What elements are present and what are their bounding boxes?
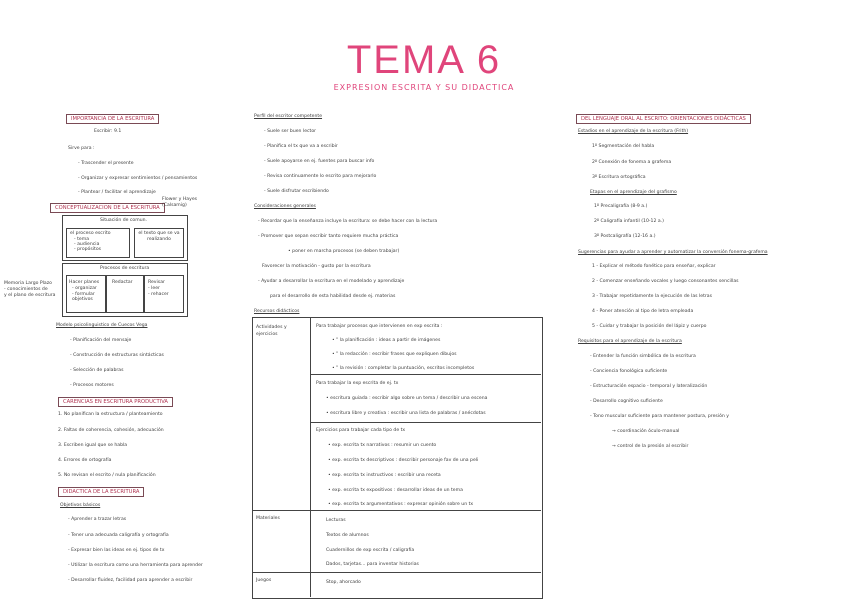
perfil-item: - Suele disfrutar escribiendo: [264, 189, 329, 194]
recursos-block-item: • escritura guiada : escribir algo sobre un tema / describir una escena: [326, 396, 488, 401]
perfil-item: - Suele apoyarse en ej. fuentes para buscar info: [264, 159, 375, 164]
materiales-item: Dados, tarjetas... para inventar historias: [326, 562, 419, 567]
requisitos-item: - Desarrollo cognitivo suficiente: [590, 399, 663, 404]
page-title: TEMA 6: [346, 38, 502, 82]
memoria-item: y el plano de escritura: [4, 293, 56, 298]
didactica-item: - Expresar bien las ideas en ej. tipos de tx: [68, 548, 165, 553]
table-divider: [253, 572, 541, 573]
modelo-item: - Procesos motores: [70, 383, 114, 388]
memoria-label: Memoria Largo Plazo: [4, 281, 52, 286]
consideraciones-item: para el desarrollo de esta habilidad desde ej. materias: [270, 294, 396, 299]
grafismo-item: 3º Postcaligrafía (12-16 a.): [594, 234, 656, 239]
concept-side-note: Flower y Hayes (Calsamig): [162, 197, 198, 208]
hacer-item: - organizar: [72, 286, 97, 291]
recursos-block-item: • " la revisión : completar la puntuación, escritos incompletos: [332, 366, 475, 371]
page-subtitle: EXPRESION ESCRITA Y SU DIDACTICA: [333, 83, 515, 92]
materiales-item: Textos de alumnos: [326, 533, 369, 538]
juegos-item: Stop, ahorcado: [326, 580, 361, 585]
sugerencias-item: 1 - Explicar el método fonético para enseñar, explicar: [592, 264, 716, 269]
sugerencias-item: 3 - Trabajar repetidamente la ejecución de las letras: [592, 294, 713, 299]
importancia-line: Escribir: 9.1: [94, 129, 122, 134]
table-divider: [253, 510, 541, 511]
didactica-item: - Aprender a trazar letras: [68, 517, 127, 522]
didactica-heading: DIDACTICA DE LA ESCRITURA: [58, 487, 144, 497]
etapas-item: 3º Escritura ortográfica: [592, 175, 646, 180]
didactica-item: - Utilizar la escritura como una herramienta para aprender: [68, 563, 203, 568]
lenguaje-heading: DEL LENGUAJE ORAL AL ESCRITO: ORIENTACIONES DIDÁCTICAS: [576, 114, 751, 124]
proceso-item: - propósitos: [74, 247, 102, 252]
grafismo-item: 1º Precaligrafía (8-9 a.): [594, 204, 648, 209]
modelo-heading: Modelo psicolinguistico de Cuecos Vega: [56, 323, 148, 328]
carencias-item: 4. Errores de ortografía: [58, 458, 112, 463]
sugerencias-item: 5 - Cuidar y trabajar la posición del lápiz y cuerpo: [592, 324, 707, 329]
modelo-item: - Construcción de estructuras sintácticas: [70, 353, 164, 358]
requisitos-item: → coordinación óculo-manual: [612, 429, 680, 434]
recursos-block-item: • exp. escrita tx argumentativos : expresar opinión sobre un tx: [328, 502, 474, 507]
perfil-heading: Perfil del escritor competente: [254, 114, 323, 119]
grafismo-heading: Etapas en el aprendizaje del grafismo: [590, 190, 677, 195]
recursos-block-item: • exp. escrita tx narrativos : resumir un cuento: [328, 443, 437, 448]
revisar-label: Revisar: [148, 280, 165, 285]
recursos-block-item: • " la planificación : ideas a partir de imágenes: [332, 338, 441, 343]
materiales-item: Cuadernillos de exp escrita / caligrafía: [326, 548, 415, 553]
requisitos-item: → control de la presión al escribir: [612, 444, 689, 449]
concept-heading: CONCEPTUALIZACION DE LA ESCRITURA: [50, 203, 165, 213]
importancia-heading: IMPORTANCIA DE LA ESCRITURA: [66, 114, 159, 124]
recursos-row-label: Juegos: [256, 578, 272, 583]
consideraciones-item: - Promover que sepan escribir tanto requiere mucha práctica: [258, 234, 399, 239]
modelo-item: - Selección de palabras: [70, 368, 124, 373]
recursos-block-item: • exp. escrita tx expositivos : desarrollar ideas de un tema: [328, 488, 463, 493]
etapas-item: 1º Segmentación del habla: [592, 144, 655, 149]
sugerencias-item: 2 - Comenzar enseñando vocales y luego consonantes sencillas: [592, 279, 739, 284]
requisitos-item: - Entender la función simbólica de la escritura: [590, 354, 696, 359]
requisitos-item: - Tono muscular suficiente para mantener postura, presión y: [590, 414, 729, 419]
recursos-block-title: Ejercicios para trabajar cada tipo de tx: [316, 428, 406, 433]
perfil-item: - Suele ser buen lector: [264, 129, 317, 134]
consideraciones-item: - Ayudar a desarrollar la escritura en el modelado y aprendizaje: [258, 279, 405, 284]
consideraciones-item: - Recordar que la enseñanza incluye la escritura: se debe hacer con la lectura: [258, 219, 438, 224]
revisar-item: - leer: [148, 286, 160, 291]
recursos-block-title: Para trabajar procesos que intervienen en exp escrita :: [316, 324, 443, 329]
recursos-block-item: • " la redacción : escribir frases que expliquen dibujos: [332, 352, 457, 357]
requisitos-item: - Conciencia fonológica suficiente: [590, 369, 668, 374]
didactica-sub: Objetivos básicos: [60, 503, 101, 508]
importancia-line: - Organizar y expresar sentimientos / pensamientos: [78, 176, 198, 181]
importancia-line: Sirve para :: [68, 146, 95, 151]
recursos-block-item: • escritura libre y creativa : escribir una lista de palabras / anécdotas: [326, 411, 486, 416]
redactar-label: Redactar: [112, 280, 133, 285]
requisitos-item: - Estructuración espacio - temporal y lateralización: [590, 384, 708, 389]
procesos-label: Procesos de escritura: [100, 266, 150, 271]
situacion-label: Situación de comun.: [100, 218, 148, 223]
consideraciones-item: • poner en marcha procesos (se deben trabajar): [288, 249, 400, 254]
memoria-item: - conocimientos de: [4, 287, 48, 292]
table-divider: [310, 374, 541, 375]
consideraciones-item: Favorecer la motivación - gusto por la escritura: [262, 264, 371, 269]
sugerencias-item: 4 - Poner atención al tipo de letra empleada: [592, 309, 694, 314]
carencias-item: 1. No planifican la estructura / planteamiento: [58, 412, 163, 417]
materiales-item: Lecturas: [326, 518, 346, 523]
texto-label: el texto que se va realizando: [138, 231, 180, 242]
recursos-block-item: • exp. escrita tx instructivos : escribir una receta: [328, 473, 441, 478]
etapas-item: 2º Conexión de fonema a grafema: [592, 160, 672, 165]
importancia-line: - Trascender el presente: [78, 161, 134, 166]
hacer-item: - formular objetivos: [72, 292, 95, 302]
carencias-heading: CARENCIAS EN ESCRITURA PRODUCTIVA: [58, 397, 173, 407]
recursos-heading: Recursos didácticos: [254, 309, 300, 314]
proceso-item: - audiencia: [74, 242, 100, 247]
recursos-block-title: Para trabajar la exp escrita de ej. tx: [316, 381, 399, 386]
modelo-item: - Planificación del mensaje: [70, 338, 132, 343]
grafismo-item: 2º Caligrafía infantil (10-12 a.): [594, 219, 664, 224]
carencias-item: 5. No revisan el escrito / nula planificación: [58, 473, 156, 478]
proceso-item: - tema: [74, 237, 90, 242]
hacer-label: Hacer planes: [69, 280, 100, 285]
recursos-block-item: • exp. escrita tx descriptivos : describir personaje fav de una peli: [328, 458, 479, 463]
sugerencias-heading: Sugerencias para ayudar a aprender y automatizar la conversión fonema-grafema: [578, 250, 768, 255]
carencias-item: 3. Escriben igual que se habla: [58, 443, 128, 448]
table-divider: [310, 422, 541, 423]
recursos-row-label: Materiales: [256, 516, 280, 521]
perfil-item: - Planifica el tx que va a escribir: [264, 144, 338, 149]
didactica-item: - Desarrollar fluidez, facilidad para aprender a escribir: [68, 578, 193, 583]
revisar-item: - rehacer: [148, 292, 169, 297]
perfil-item: - Revisa continuamente lo escrito para mejorarlo: [264, 174, 377, 179]
proceso-title: el proceso escrito: [70, 231, 111, 236]
importancia-line: - Plantear / facilitar el aprendizaje: [78, 190, 156, 195]
carencias-item: 2. Faltas de coherencia, cohesión, adecuación: [58, 428, 164, 433]
consideraciones-heading: Consideraciones generales: [254, 204, 316, 209]
table-divider: [310, 318, 311, 597]
recursos-row-label: Actividades y ejercicios: [256, 325, 287, 337]
didactica-item: - Tener una adecuada caligrafía y ortografía: [68, 533, 169, 538]
etapas-heading: Estadios en el aprendizaje de la escritura (Frith): [578, 129, 689, 134]
requisitos-heading: Requisitos para el aprendizaje de la escritura: [578, 339, 682, 344]
